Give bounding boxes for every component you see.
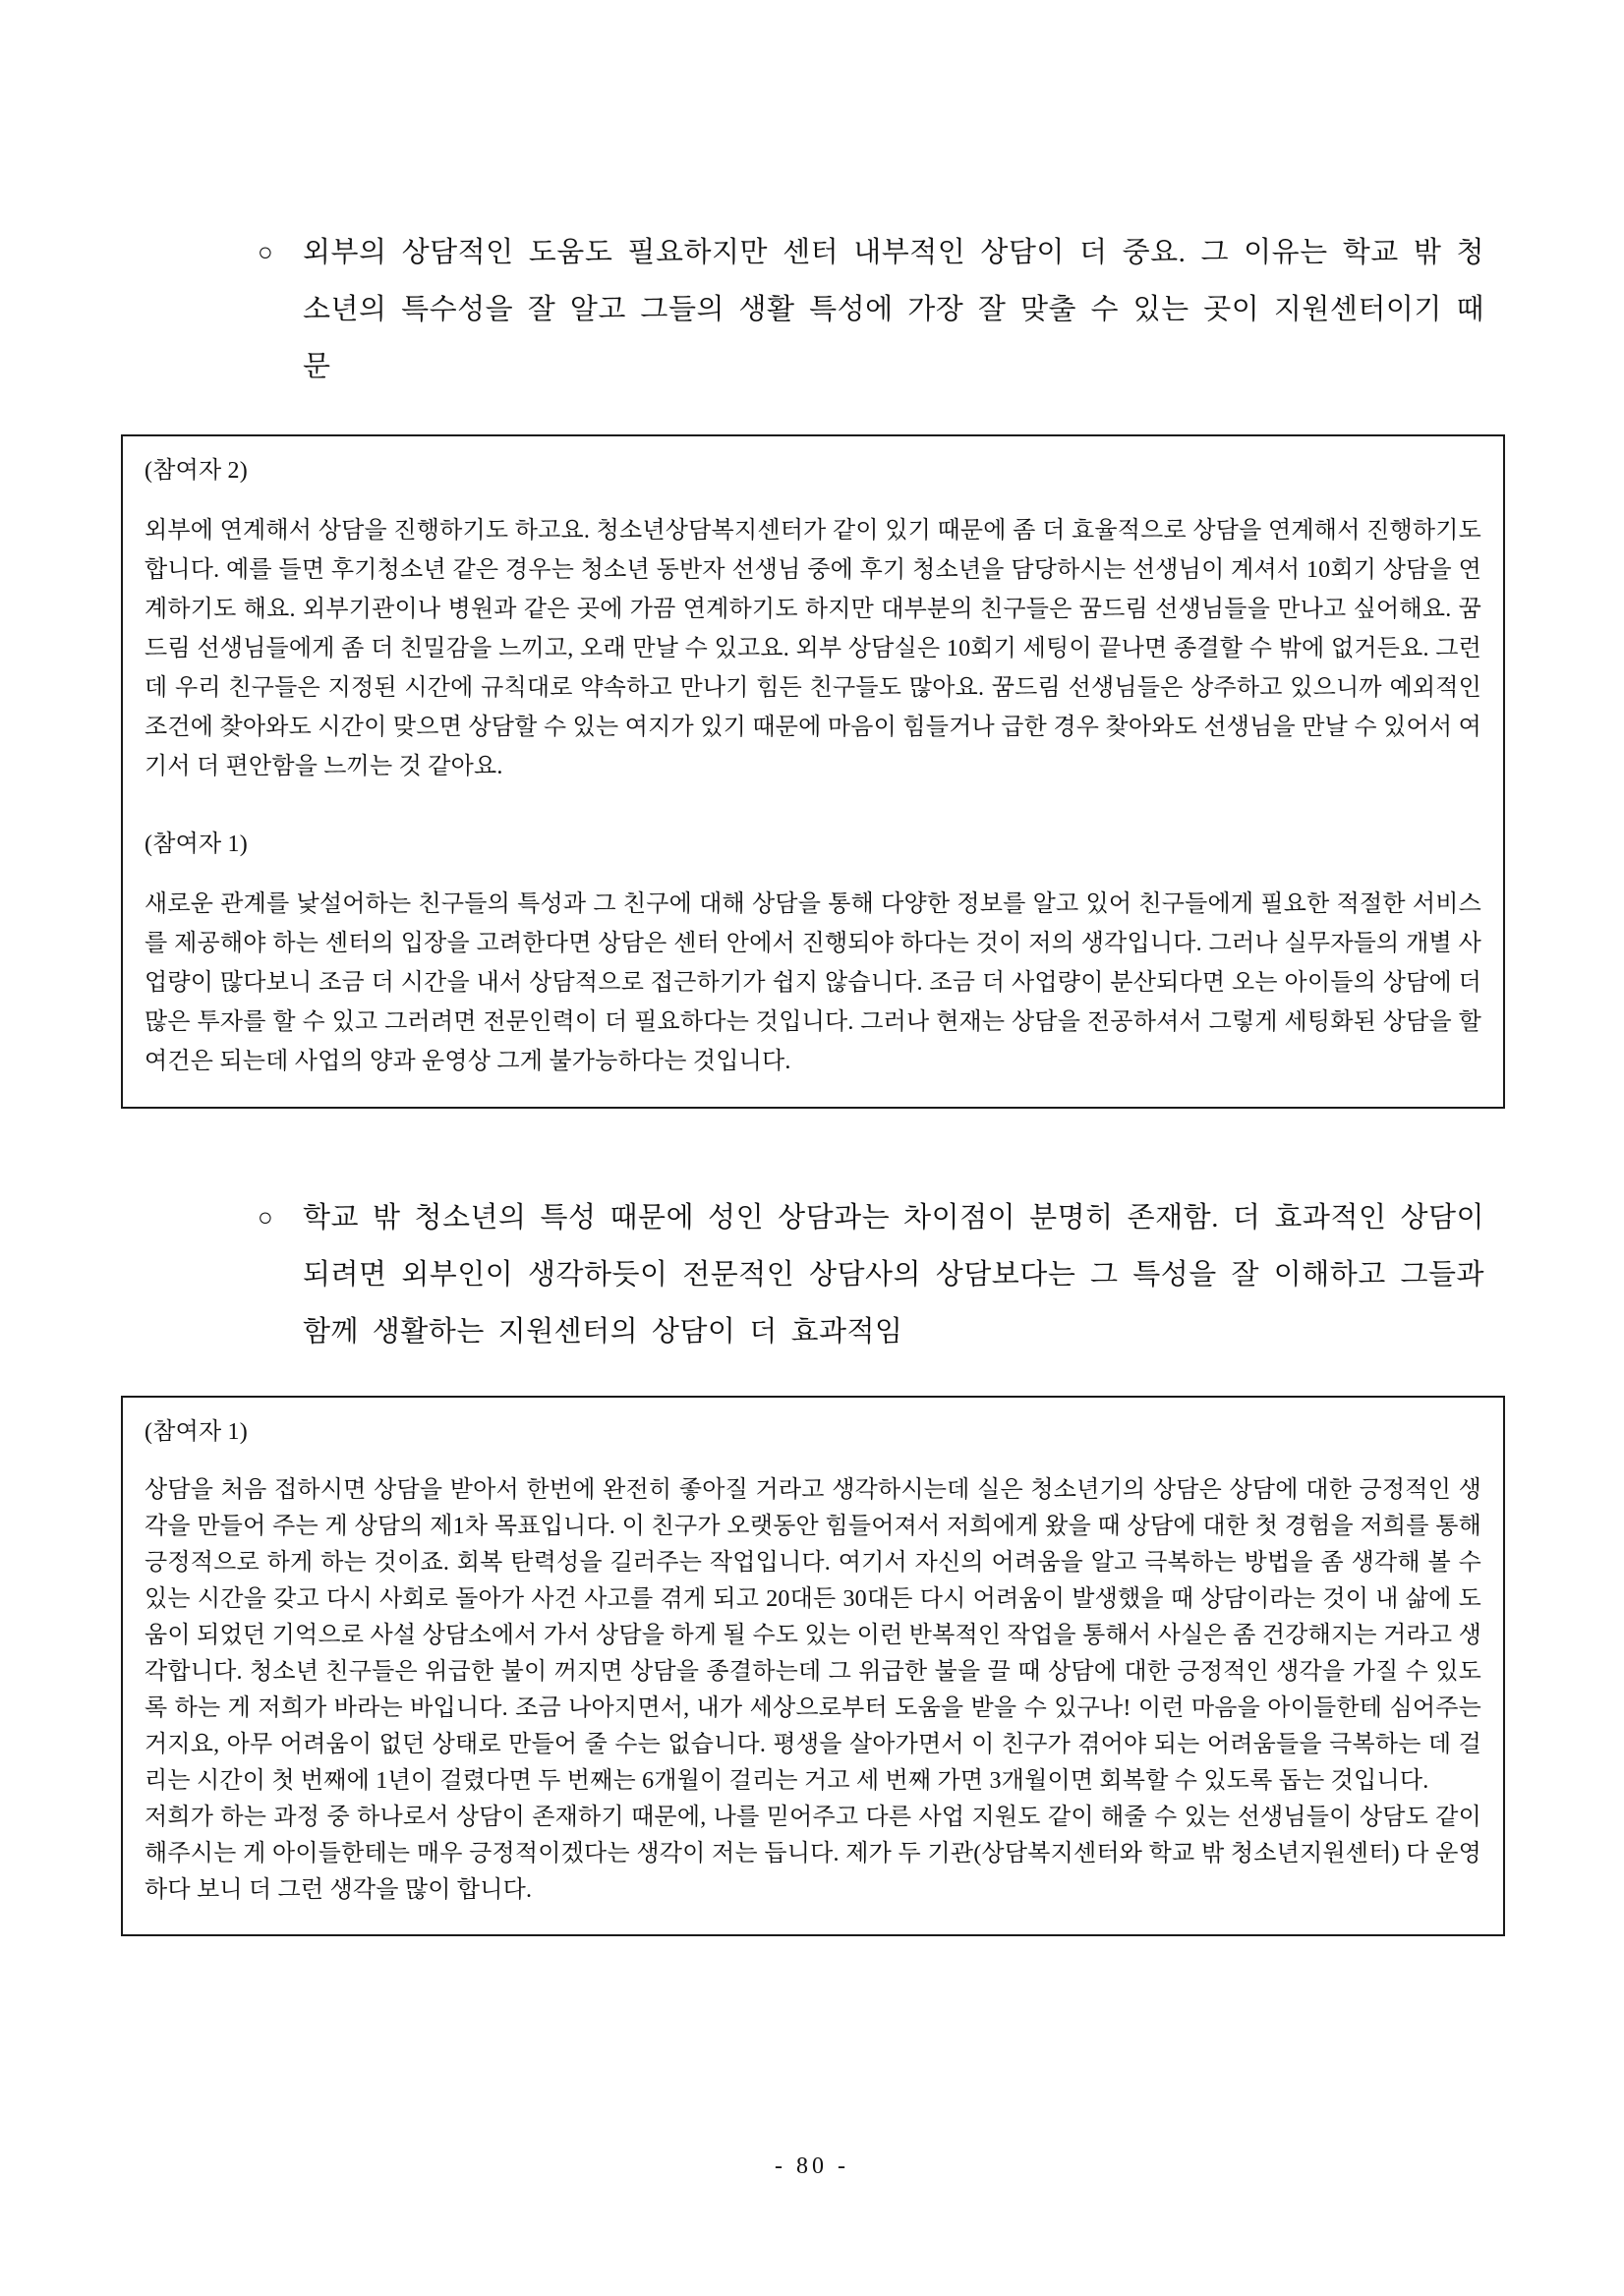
quote-section — [145, 826, 1481, 1081]
circle-bullet-icon: ○ — [258, 238, 274, 266]
bullet-item — [258, 1189, 1484, 1360]
bullet-text: 외부의 상담적인 도움도 필요하지만 센터 내부적인 상담이 더 중요. 그 이유는 학교 밖 청소년의 특수성을 잘 알고 그들의 생활 특성에 가장 잘 맞출 수 있는 곳이 지원센터이기 때문 — [303, 237, 1484, 382]
quote-box — [121, 434, 1505, 1109]
bullet-text: 학교 밖 청소년의 특성 때문에 성인 상담과는 차이점이 분명히 존재함. 더 효과적인 상담이 되려면 외부인이 생각하듯이 전문적인 상담사의 상담보다는 그 특성을 잘 이해하고 그들과 함께 생활하는 지원센터의 상담이 더 효과적임 — [303, 1202, 1484, 1348]
bullet-item — [258, 224, 1484, 395]
quote-paragraph: 새로운 관계를 낯설어하는 친구들의 특성과 그 친구에 대해 상담을 통해 다양한 정보를 알고 있어 친구들에게 필요한 적절한 서비스를 제공해야 하는 센터의 입장을 고려한다면 상담은 센터 안에서 진행되야 하다는 것이 저의 생각입니다. 그러나 실무자들의 개별 사업량이 많다보니 조금 더 시간을 내서 상담적으로 접근하기가 쉽지 않습니다. 조금 더 사업량이 분산되다면 오는 아이들의 상담에 더 많은 투자를 할 수 있고 그러려면 전문인력이 더 필요하다는 것입니다. 그러나 현재는 상담을 전공하셔서 그렇게 세팅화된 상담을 할 여건은 되는데 사업의 양과 운영상 그게 불가능하다는 것입니다. — [145, 891, 1481, 1074]
page-number: - 80 - — [775, 2153, 849, 2179]
quote-section — [145, 1413, 1481, 1909]
quote-box — [121, 1396, 1505, 1936]
speaker-label: (참여자 1) — [145, 832, 248, 857]
speaker-label: (참여자 1) — [145, 1419, 248, 1445]
quote-section — [145, 452, 1481, 786]
quote-paragraph: 외부에 연계해서 상담을 진행하기도 하고요. 청소년상담복지센터가 같이 있기 때문에 좀 더 효율적으로 상담을 연계해서 진행하기도 합니다. 예를 들면 후기청소년 같은 경우는 청소년 동반자 선생님 중에 후기 청소년을 담당하시는 선생님이 계셔서 10회기 상담을 연계하기도 해요. 외부기관이나 병원과 같은 곳에 가끔 연계하기도 하지만 대부분의 친구들은 꿈드림 선생님들을 만나고 싶어해요. 꿈드림 선생님들에게 좀 더 친밀감을 느끼고, 오래 만날 수 있고요. 외부 상담실은 10회기 세팅이 끝나면 종결할 수 밖에 없거든요. 그런데 우리 친구들은 지정된 시간에 규칙대로 약속하고 만나기 힘든 친구들도 많아요. 꿈드림 선생님들은 상주하고 있으니까 예외적인 조건에 찾아와도 시간이 맞으면 상담할 수 있는 여지가 있기 때문에 마음이 힘들거나 급한 경우 찾아와도 선생님을 만날 수 있어서 여기서 더 편안함을 느끼는 것 같아요. — [145, 518, 1481, 779]
quote-paragraph: 저희가 하는 과정 중 하나로서 상담이 존재하기 때문에, 나를 믿어주고 다른 사업 지원도 같이 해줄 수 있는 선생님들이 상담도 같이 해주시는 게 아이들한테는 매우 긍정적이겠다는 생각이 저는 듭니다. 제가 두 기관(상담복지센터와 학교 밖 청소년지원센터) 다 운영하다 보니 더 그런 생각을 많이 합니다. — [145, 1805, 1481, 1903]
circle-bullet-icon: ○ — [258, 1203, 274, 1232]
quote-paragraph: 상담을 처음 접하시면 상담을 받아서 한번에 완전히 좋아질 거라고 생각하시는데 실은 청소년기의 상담은 상담에 대한 긍정적인 생각을 만들어 주는 게 상담의 제1차 목표입니다. 이 친구가 오랫동안 힘들어져서 저희에게 왔을 때 상담에 대한 첫 경험을 저희를 통해 긍정적으로 하게 하는 것이죠. 회복 탄력성을 길러주는 작업입니다. 여기서 자신의 어려움을 알고 극복하는 방법을 좀 생각해 볼 수 있는 시간을 갖고 다시 사회로 돌아가 사건 사고를 겪게 되고 20대든 30대든 다시 어려움이 발생했을 때 상담이라는 것이 내 삶에 도움이 되었던 기억으로 사설 상담소에서 가서 상담을 하게 될 수도 있는 이런 반복적인 작업을 통해서 사실은 좀 건강해지는 거라고 생각합니다. 청소년 친구들은 위급한 불이 꺼지면 상담을 종결하는데 그 위급한 불을 끌 때 상담에 대한 긍정적인 생각을 가질 수 있도록 하는 게 저희가 바라는 바입니다. 조금 나아지면서, 내가 세상으로부터 도움을 받을 수 있구나! 이런 마음을 아이들한테 심어주는 거지요, 아무 어려움이 없던 상태로 만들어 줄 수는 없습니다. 평생을 살아가면서 이 친구가 겪어야 되는 어려움들을 극복하는 데 걸리는 시간이 첫 번째에 1년이 걸렸다면 두 번째는 6개월이 걸리는 거고 세 번째 가면 3개월이면 회복할 수 있도록 돕는 것입니다. — [145, 1477, 1481, 1794]
speaker-label: (참여자 2) — [145, 458, 248, 484]
